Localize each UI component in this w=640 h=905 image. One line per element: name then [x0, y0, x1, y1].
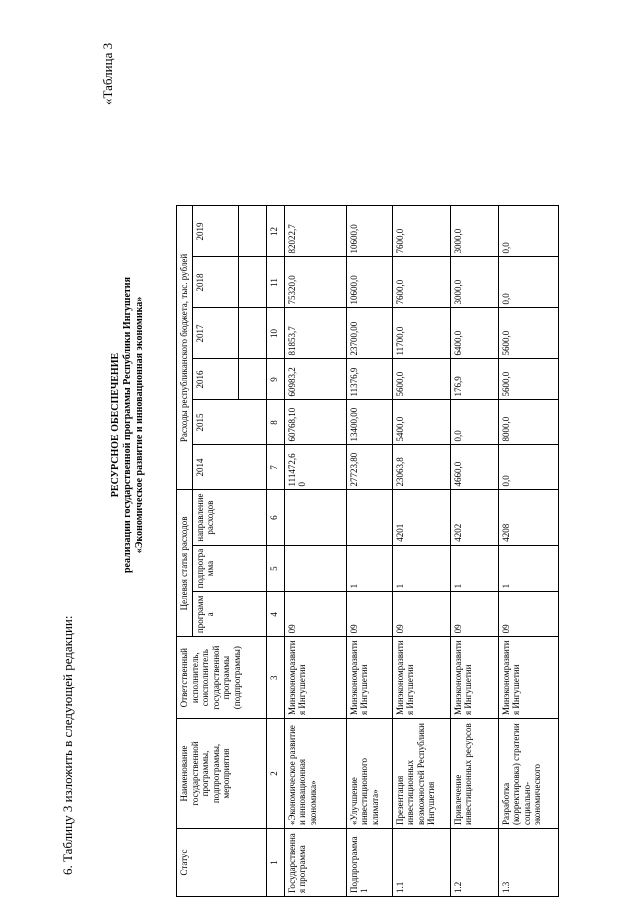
header-year-2016: 2016	[192, 359, 238, 400]
row-value-2016: 60983,2	[284, 359, 346, 400]
row-value-2014: 23063,8	[392, 445, 450, 490]
row-direction: 4202	[450, 490, 498, 545]
header-expenses: Расходы республиканского бюджета, тыс. рублей	[177, 206, 193, 490]
row-value-2019: 0,0	[498, 206, 558, 257]
row-executor: Минэкономразвити я Ингушетии	[346, 637, 392, 719]
row-executor: Минэкономразвити я Ингушетии	[498, 637, 558, 719]
row-value-2017: 81853,7	[284, 308, 346, 359]
row-value-2016: 176,9	[450, 359, 498, 400]
column-number: 6	[266, 490, 284, 545]
header-direction: направление расходов	[192, 490, 266, 545]
column-number: 11	[266, 257, 284, 308]
row-executor: Минэкономразвити я Ингушетии	[392, 637, 450, 719]
row-program: 09	[284, 592, 346, 637]
header-executor: Ответственный исполнитель, соисполнитель государственной программы (подпрограммы)	[177, 637, 267, 719]
row-name: Привлечение инвестиционных ресурсов	[450, 719, 498, 829]
row-value-2014: 0,0	[498, 445, 558, 490]
row-value-2019: 7600,0	[392, 206, 450, 257]
table-row	[498, 206, 558, 897]
row-value-2015: 13400,00	[346, 400, 392, 445]
header-year-2019: 2019	[192, 206, 238, 257]
header-year-2018: 2018	[192, 257, 238, 308]
row-value-2014: 111472,6 0	[284, 445, 346, 490]
row-value-2017: 23700,00	[346, 308, 392, 359]
row-value-2019: 82022,7	[284, 206, 346, 257]
header-empty-cell	[238, 308, 266, 359]
header-name: Наименование государственной программы, подпрограммы, мероприятия	[177, 719, 267, 829]
table-row	[450, 206, 498, 897]
row-value-2017: 6400,0	[450, 308, 498, 359]
row-direction	[284, 490, 346, 545]
row-status: 1.2	[450, 829, 498, 897]
row-subprogram: 1	[450, 545, 498, 592]
header-year-2015: 2015	[192, 400, 266, 445]
row-program: 09	[392, 592, 450, 637]
row-subprogram: 1	[392, 545, 450, 592]
row-value-2015: 5400,0	[392, 400, 450, 445]
column-number-row	[266, 206, 284, 897]
table-row	[392, 206, 450, 897]
row-status: 1.1	[392, 829, 450, 897]
row-value-2018: 10600,0	[346, 257, 392, 308]
title-line-1: РЕСУРСНОЕ ОБЕСПЕЧЕНИЕ	[110, 352, 121, 498]
row-direction	[346, 490, 392, 545]
row-value-2018: 75320,0	[284, 257, 346, 308]
table-row	[346, 206, 392, 897]
column-number: 9	[266, 359, 284, 400]
row-status: Государственна я программа	[284, 829, 346, 897]
row-direction: 4201	[392, 490, 450, 545]
row-name: Презентация инвестиционных возможностей Республики Ингушетия	[392, 719, 450, 829]
row-value-2017: 5600,0	[498, 308, 558, 359]
column-number: 8	[266, 400, 284, 445]
row-value-2018: 0,0	[498, 257, 558, 308]
row-status: Подпрограмма 1	[346, 829, 392, 897]
row-value-2018: 7600,0	[392, 257, 450, 308]
column-number: 7	[266, 445, 284, 490]
row-subprogram	[284, 545, 346, 592]
header-empty-cell	[238, 257, 266, 308]
row-value-2019: 10600,0	[346, 206, 392, 257]
table-number: «Таблица 3	[100, 42, 115, 105]
row-value-2016: 11376,9	[346, 359, 392, 400]
row-status: 1.3	[498, 829, 558, 897]
row-value-2016: 5600,0	[392, 359, 450, 400]
row-value-2018: 3000,0	[450, 257, 498, 308]
header-empty-cell	[238, 359, 266, 400]
row-subprogram: 1	[346, 545, 392, 592]
title-line-3: «Экономическое развитие и инновационная экономика»	[134, 296, 145, 554]
header-subprogram: подпрогра мма	[192, 545, 266, 592]
column-number: 1	[266, 829, 284, 897]
row-value-2019: 3000,0	[450, 206, 498, 257]
row-name: Разработка (корректировка) стратегии социально-экономического	[498, 719, 558, 829]
row-program: 09	[498, 592, 558, 637]
column-number: 4	[266, 592, 284, 637]
row-program: 09	[450, 592, 498, 637]
header-year-2014: 2014	[192, 445, 266, 490]
document-title	[110, 95, 146, 755]
row-executor: Минэкономразвити я Ингушетии	[450, 637, 498, 719]
column-number: 2	[266, 719, 284, 829]
column-number: 3	[266, 637, 284, 719]
row-subprogram: 1	[498, 545, 558, 592]
row-value-2014: 4660,0	[450, 445, 498, 490]
row-value-2016: 5600,0	[498, 359, 558, 400]
header-target-article: Целевая статья расходов	[177, 490, 193, 637]
header-row-1	[177, 206, 193, 897]
row-name: «Экономическое развитие и инновационная экономика»	[284, 719, 346, 829]
header-empty-cell	[238, 206, 266, 257]
row-program: 09	[346, 592, 392, 637]
resource-table	[176, 205, 559, 897]
row-name: «Улучшение инвестиционного климата»	[346, 719, 392, 829]
title-line-2: реализации государственной программы Республики Ингушетия	[122, 277, 133, 573]
column-number: 10	[266, 308, 284, 359]
row-value-2017: 11700,0	[392, 308, 450, 359]
row-value-2015: 0,0	[450, 400, 498, 445]
header-year-2017: 2017	[192, 308, 238, 359]
header-status: Статус	[177, 829, 267, 897]
row-value-2015: 60768,10	[284, 400, 346, 445]
header-program: программ а	[192, 592, 266, 637]
row-direction: 4208	[498, 490, 558, 545]
column-number: 5	[266, 545, 284, 592]
row-value-2015: 8000,0	[498, 400, 558, 445]
row-value-2014: 27723,80	[346, 445, 392, 490]
column-number: 12	[266, 206, 284, 257]
intro-text: 6. Таблицу 3 изложить в следующей редакции:	[60, 615, 75, 875]
table-row	[284, 206, 346, 897]
row-executor: Минэкономразвити я Ингушетии	[284, 637, 346, 719]
